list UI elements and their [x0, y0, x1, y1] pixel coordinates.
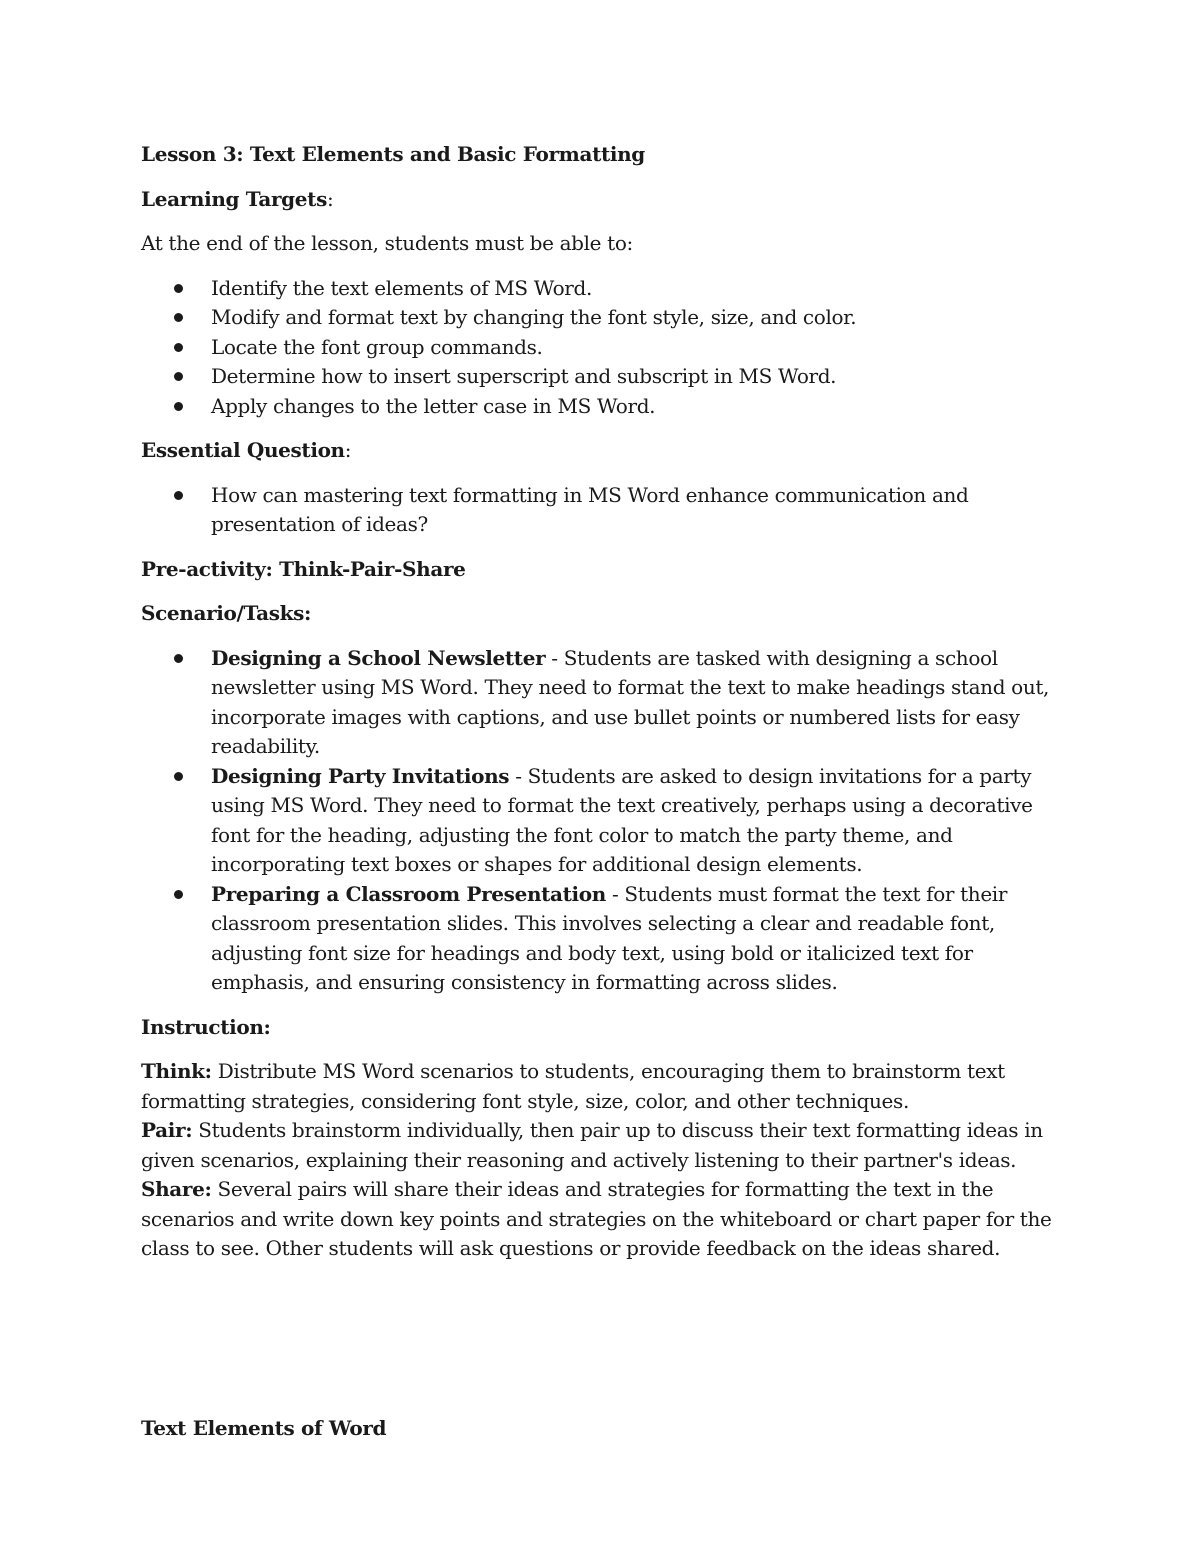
share-label: Share:	[141, 1177, 212, 1201]
scenario-title: Preparing a Classroom Presentation	[211, 881, 606, 906]
think-paragraph	[141, 1057, 1071, 1116]
scenario-title: Designing Party Invitations	[211, 763, 510, 788]
essential-question-list	[141, 481, 1071, 540]
bullet-icon	[174, 343, 183, 352]
scenario-heading: Scenario/Tasks:	[141, 601, 312, 625]
bullet-icon	[174, 372, 183, 381]
list-item-text: Locate the font group commands.	[211, 334, 543, 359]
list-item	[141, 274, 1071, 304]
pre-activity-heading: Pre-activity: Think-Pair-Share	[141, 556, 466, 581]
list-item-text: Determine how to insert superscript and subscript in MS Word.	[211, 364, 837, 388]
think-text: Distribute MS Word scenarios to students, encouraging them to brainstorm text formatting strategies, considering font style, size, color, and other techniques.	[141, 1059, 1005, 1113]
list-item-text: Apply changes to the letter case in MS Word.	[211, 393, 656, 418]
learning-targets-list	[141, 274, 1071, 422]
list-item-text: Identify the text elements of MS Word.	[211, 275, 592, 300]
list-item	[141, 762, 1071, 880]
bullet-icon	[174, 313, 183, 322]
bullet-icon	[174, 772, 183, 781]
bullet-icon	[174, 654, 183, 663]
list-item-text: Modify and format text by changing the font style, size, and color.	[211, 305, 857, 329]
learning-targets-label: Learning Targets	[141, 186, 327, 211]
blank-space	[141, 1264, 1071, 1414]
bullet-icon	[174, 402, 183, 411]
list-item	[141, 333, 1071, 363]
scenario-description: - Students must format the text for their classroom presentation slides. This involves selecting a clear and readable font, adjusting font size for headings and body text, using bold or italicized text for emphasis, and ensuring consistency in formatting across slides.	[211, 881, 1008, 994]
list-item	[141, 880, 1071, 998]
scenario-list	[141, 644, 1071, 998]
pair-paragraph	[141, 1116, 1071, 1175]
bullet-icon	[174, 284, 183, 293]
learning-targets-heading	[141, 185, 1071, 215]
pair-label: Pair:	[141, 1118, 193, 1142]
list-item	[141, 644, 1071, 762]
essential-question-colon: :	[344, 438, 352, 462]
bullet-icon	[174, 890, 183, 899]
instruction-body	[141, 1057, 1071, 1264]
list-item	[141, 303, 1071, 333]
learning-targets-colon: :	[326, 186, 334, 211]
list-item	[141, 362, 1071, 392]
essential-question-label: Essential Question	[141, 438, 345, 462]
share-paragraph	[141, 1175, 1071, 1264]
share-text: Several pairs will share their ideas and strategies for formatting the text in the scenarios and write down key points and strategies on the whiteboard or chart paper for the class to see. Other students will ask questions or provide feedback on the ideas shared.	[141, 1177, 1052, 1260]
instruction-heading: Instruction:	[141, 1014, 271, 1039]
pair-text: Students brainstorm individually, then pair up to discuss their text formatting ideas in given scenarios, explaining their reasoning and actively listening to their partner's ideas.	[141, 1118, 1043, 1172]
list-item	[141, 481, 1071, 540]
document-page	[141, 140, 1071, 1443]
think-label: Think:	[141, 1059, 212, 1083]
scenario-title: Designing a School Newsletter	[211, 645, 546, 670]
essential-question-heading	[141, 436, 1071, 466]
learning-targets-intro: At the end of the lesson, students must be able to:	[141, 231, 633, 255]
list-item-text: How can mastering text formatting in MS Word enhance communication and presentation of ideas?	[211, 482, 969, 536]
section-heading: Text Elements of Word	[141, 1415, 387, 1440]
scenario-description: - Students are asked to design invitations for a party using MS Word. They need to format the text creatively, perhaps using a decorative font for the heading, adjusting the font color to match the party theme, and incorporating text boxes or shapes for additional design elements.	[211, 763, 1033, 876]
lesson-title: Lesson 3: Text Elements and Basic Formatting	[141, 142, 645, 166]
list-item	[141, 392, 1071, 422]
scenario-description: - Students are tasked with designing a school newsletter using MS Word. They need to format the text to make headings stand out, incorporate images with captions, and use bullet points or numbered lists for easy readability.	[211, 645, 1050, 758]
bullet-icon	[174, 491, 183, 500]
